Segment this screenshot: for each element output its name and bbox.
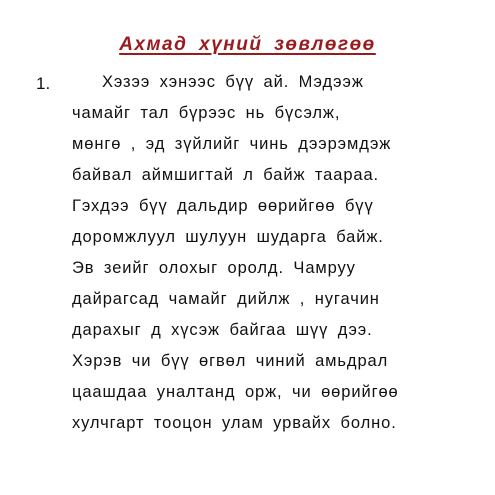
text-line: доромжлуул шулуун шударга байж.: [72, 228, 384, 246]
text-line: хулчгарт тооцон улам урвайх болно.: [72, 414, 397, 432]
text-line: байвал аймшигтай л байж таараа.: [72, 166, 380, 184]
text-line: Гэхдээ бүү дальдир өөрийгөө бүү: [72, 197, 374, 215]
text-line: цаашдаа уналтанд орж, чи өөрийгөө: [72, 383, 399, 401]
text-line: Эв зеийг олохыг оролд. Чамруу: [72, 259, 356, 277]
text-line: Хэзээ хэнээс бүү ай. Мэдээж: [102, 73, 364, 91]
text-line: дайрагсад чамайг дийлж , нугачин: [72, 290, 380, 308]
document-title: Ахмад хүний зөвлөгөө: [119, 34, 376, 55]
advice-paragraph: [72, 71, 472, 443]
list-item-number: 1.: [36, 74, 51, 93]
text-line: дарахыг д хүсэж байгаа шүү дээ.: [72, 321, 373, 339]
text-line: мөнгө , эд зүйлийг чинь дээрэмдэж: [72, 135, 392, 153]
text-line: Хэрэв чи бүү өгвөл чиний амьдрал: [72, 352, 389, 370]
text-line: чамайг тал бүрээс нь бүсэлж,: [72, 104, 341, 122]
